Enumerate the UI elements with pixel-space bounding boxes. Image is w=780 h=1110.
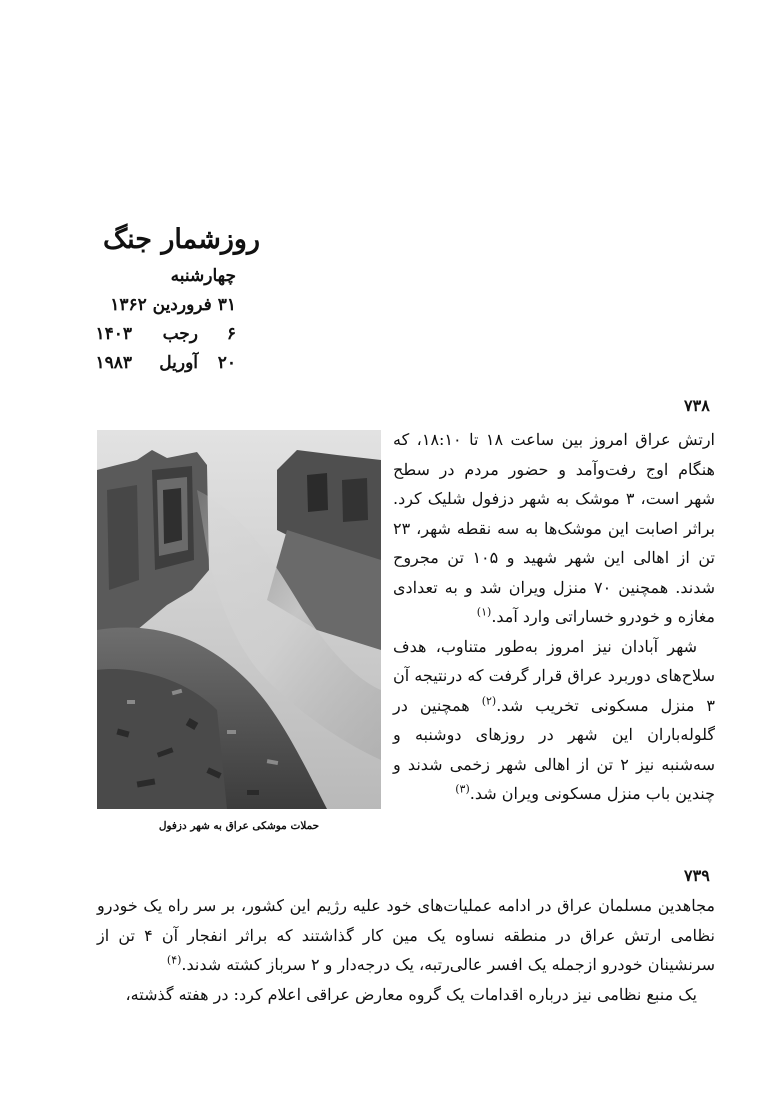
paragraph [393, 425, 715, 632]
gregorian-year: ۱۹۸۳ [95, 353, 132, 373]
footnote-marker: (۲) [481, 694, 497, 708]
paragraph-text: مجاهدین مسلمان عراق در ادامه عملیات‌های خود علیه رژیم این کشور، بر سر راه یک خودرو نظامی ارتش عراق در منطقه نساوه یک مین کار گذاشتند که براثر انفجار آن ۴ تن از سرنشینان خودرو ازجمله یک افسر عالی‌رتبه، یک درجه‌دار و ۲ سرباز کشته شدند. [97, 896, 715, 974]
footnote-marker: (۱) [476, 605, 492, 619]
weekday: چهارشنبه [170, 266, 236, 286]
page-title: روزشمار جنگ [102, 224, 260, 255]
war-ruins-photo [97, 430, 381, 809]
date-block [76, 262, 236, 378]
persian-date: ۳۱ فروردین ۱۳۶۲ [110, 295, 236, 315]
entry-738-body [393, 425, 715, 809]
hijri-month: رجب [162, 324, 198, 344]
weekday-line [76, 262, 236, 291]
footnote-marker: (۴) [166, 953, 182, 967]
gregorian-month: آوریل [159, 353, 198, 373]
hijri-date [76, 320, 236, 349]
photo-illustration [97, 430, 381, 809]
paragraph-text: یک منبع نظامی نیز درباره اقدامات یک گروه معارض عراقی اعلام کرد: در هفته گذشته، [125, 984, 697, 1004]
paragraph [97, 980, 715, 1010]
gregorian-date [76, 349, 236, 378]
figure-caption: حملات موشکی عراق به شهر دزفول [158, 820, 320, 832]
paragraph-text: شهر آبادان نیز امروز به‌طور متناوب، هدف سلاح‌های دوربرد عراق قرار گرفت که درنتیجه آن ۳ منزل مسکونی تخریب شد. [393, 636, 716, 715]
hijri-day: ۶ [226, 324, 236, 344]
paragraph-text: همچنین در گلوله‌باران این شهر در روزهای دوشنبه و سه‌شنبه نیز ۲ تن از اهالی شهر زخمی شدند و چندین باب منزل مسکونی ویران شد. [393, 695, 716, 803]
entry-739-body [97, 891, 715, 1009]
paragraph [393, 632, 715, 809]
entry-number: ۷۳۹ [684, 866, 710, 885]
entry-number: ۷۳۸ [684, 396, 710, 415]
hijri-year: ۱۴۰۳ [95, 324, 132, 344]
paragraph [97, 891, 715, 980]
paragraph-text: ارتش عراق امروز بین ساعت ۱۸ تا ۱۸:۱۰، که هنگام اوج رفت‌وآمد و حضور مردم در سطح شهر است، ۳ موشک به شهر دزفول شلیک کرد. براثر اصابت این موشک‌ها به سه نقطه شهر، ۲۳ تن از اهالی این شهر شهید و ۱۰۵ تن مجروح شدند. همچنین ۷۰ منزل ویران شد و به تعدادی مغازه و خودرو خساراتی وارد آمد. [393, 430, 716, 626]
footnote-marker: (۳) [455, 782, 470, 796]
gregorian-day: ۲۰ [217, 353, 236, 373]
